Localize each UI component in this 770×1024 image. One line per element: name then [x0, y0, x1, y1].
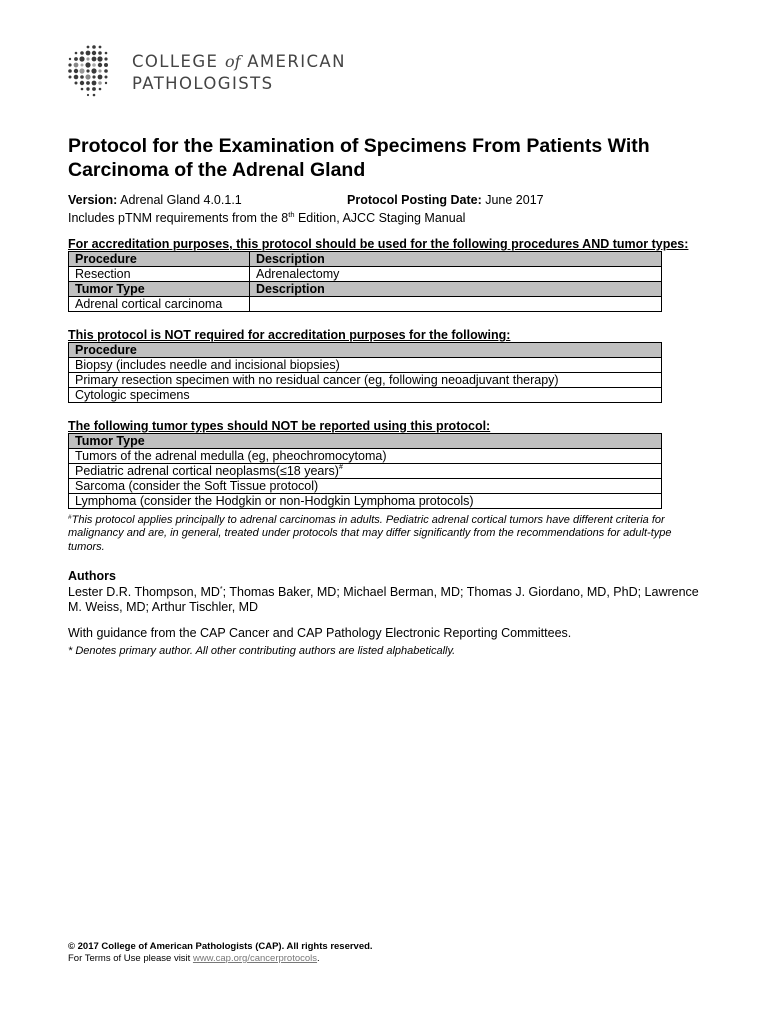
table-header-cell: Tumor Type [69, 434, 662, 449]
logo-of: of [225, 52, 241, 71]
ptnm-includes-line [68, 207, 465, 226]
table-row [69, 388, 662, 403]
table-cell: Adrenal cortical carcinoma [69, 297, 250, 312]
table-cell [69, 494, 662, 509]
copyright-notice: © 2017 College of American Pathologists (CAP). All rights reserved. [68, 941, 373, 952]
cell-text: Lymphoma (consider the Hodgkin or non-Hodgkin Lymphoma protocols) [75, 494, 474, 508]
table-header-cell: Description [250, 252, 662, 267]
cell-text: Tumors of the adrenal medulla (eg, pheochromocytoma) [75, 449, 387, 463]
logo-college: COLLEGE [132, 52, 219, 71]
table-header-row [69, 343, 662, 358]
table-header-cell: Procedure [69, 252, 250, 267]
cell-text: Sarcoma (consider the Soft Tissue protocol) [75, 479, 319, 493]
not-reported-heading: The following tumor types should NOT be reported using this protocol: [68, 419, 491, 433]
table-cell [250, 297, 662, 312]
table-header-cell: Tumor Type [69, 282, 250, 297]
table-row [69, 297, 662, 312]
table-cell: Primary resection specimen with no residual cancer (eg, following neoadjuvant therapy) [69, 373, 662, 388]
authors-list [68, 583, 708, 614]
table-cell: Cytologic specimens [69, 388, 662, 403]
includes-text-post: Edition, AJCC Staging Manual [294, 211, 466, 226]
pediatric-footnote [68, 514, 698, 554]
table-row [69, 358, 662, 373]
terms-text: For Terms of Use please visit [68, 953, 193, 964]
table-header-cell: Description [250, 282, 662, 297]
table-header-row [69, 434, 662, 449]
table-row [69, 464, 662, 479]
accreditation-heading: For accreditation purposes, this protocol should be used for the following procedures AND tumor types: [68, 237, 689, 251]
not-required-table [68, 342, 662, 403]
table-cell [69, 479, 662, 494]
accreditation-table [68, 251, 662, 312]
includes-sup: th [288, 210, 295, 219]
terms-period: . [317, 953, 320, 964]
table-row [69, 494, 662, 509]
table-cell [69, 464, 662, 479]
terms-of-use-line [68, 953, 320, 964]
posting-date-line [347, 193, 544, 208]
table-header-row [69, 282, 662, 297]
guidance-text: With guidance from the CAP Cancer and CAP Pathology Electronic Reporting Committees. [68, 626, 572, 640]
terms-link[interactable]: www.cap.org/cancerprotocols [192, 953, 318, 964]
not-required-heading: This protocol is NOT required for accreditation purposes for the following: [68, 328, 511, 342]
cell-text: Pediatric adrenal cortical neoplasms(≤18 years) [75, 464, 339, 478]
cap-logo [66, 44, 386, 100]
logo-american: AMERICAN [247, 52, 346, 71]
authors-heading: Authors [68, 569, 116, 583]
other-authors: ; Thomas Baker, MD; Michael Berman, MD; Thomas J. Giordano, MD, PhD; Lawrence M. Weiss, MD; Arthur Tischler, MD [68, 585, 699, 614]
version-value: Adrenal Gland 4.0.1.1 [120, 193, 242, 207]
table-cell: Adrenalectomy [250, 267, 662, 282]
footnote-mark: # [338, 464, 343, 471]
table-row [69, 449, 662, 464]
posting-label: Protocol Posting Date: [347, 193, 482, 207]
includes-text-pre: Includes pTNM requirements from the 8 [68, 211, 289, 226]
document-title: Protocol for the Examination of Specimens From Patients With Carcinoma of the Adrenal Gland [68, 135, 650, 181]
cap-logo-dots-icon [66, 44, 122, 100]
cap-logo-wordmark [132, 51, 346, 95]
table-cell: Resection [69, 267, 250, 282]
version-label: Version: [68, 193, 118, 207]
version-line [68, 193, 242, 208]
table-cell [69, 449, 662, 464]
table-row [69, 479, 662, 494]
not-reported-table [68, 433, 662, 509]
primary-author-note: * Denotes primary author. All other contributing authors are listed alphabetically. [68, 645, 456, 657]
posting-value: June 2017 [485, 193, 544, 207]
table-header-row [69, 252, 662, 267]
primary-author-mark: * [219, 586, 223, 593]
table-row [69, 373, 662, 388]
table-row [69, 267, 662, 282]
footnote-mark: # [68, 514, 72, 521]
primary-author: Lester D.R. Thompson, MD [68, 585, 220, 600]
table-cell: Biopsy (includes needle and incisional biopsies) [69, 358, 662, 373]
logo-pathologists: PATHOLOGISTS [132, 74, 274, 93]
table-header-cell: Procedure [69, 343, 662, 358]
footnote-text: This protocol applies principally to adrenal carcinomas in adults. Pediatric adrenal cortical tumors have different criteria for malignancy and are, in general, treated under protocols that may differ significantly from the recommendations for adult-type tumors. [68, 514, 672, 553]
